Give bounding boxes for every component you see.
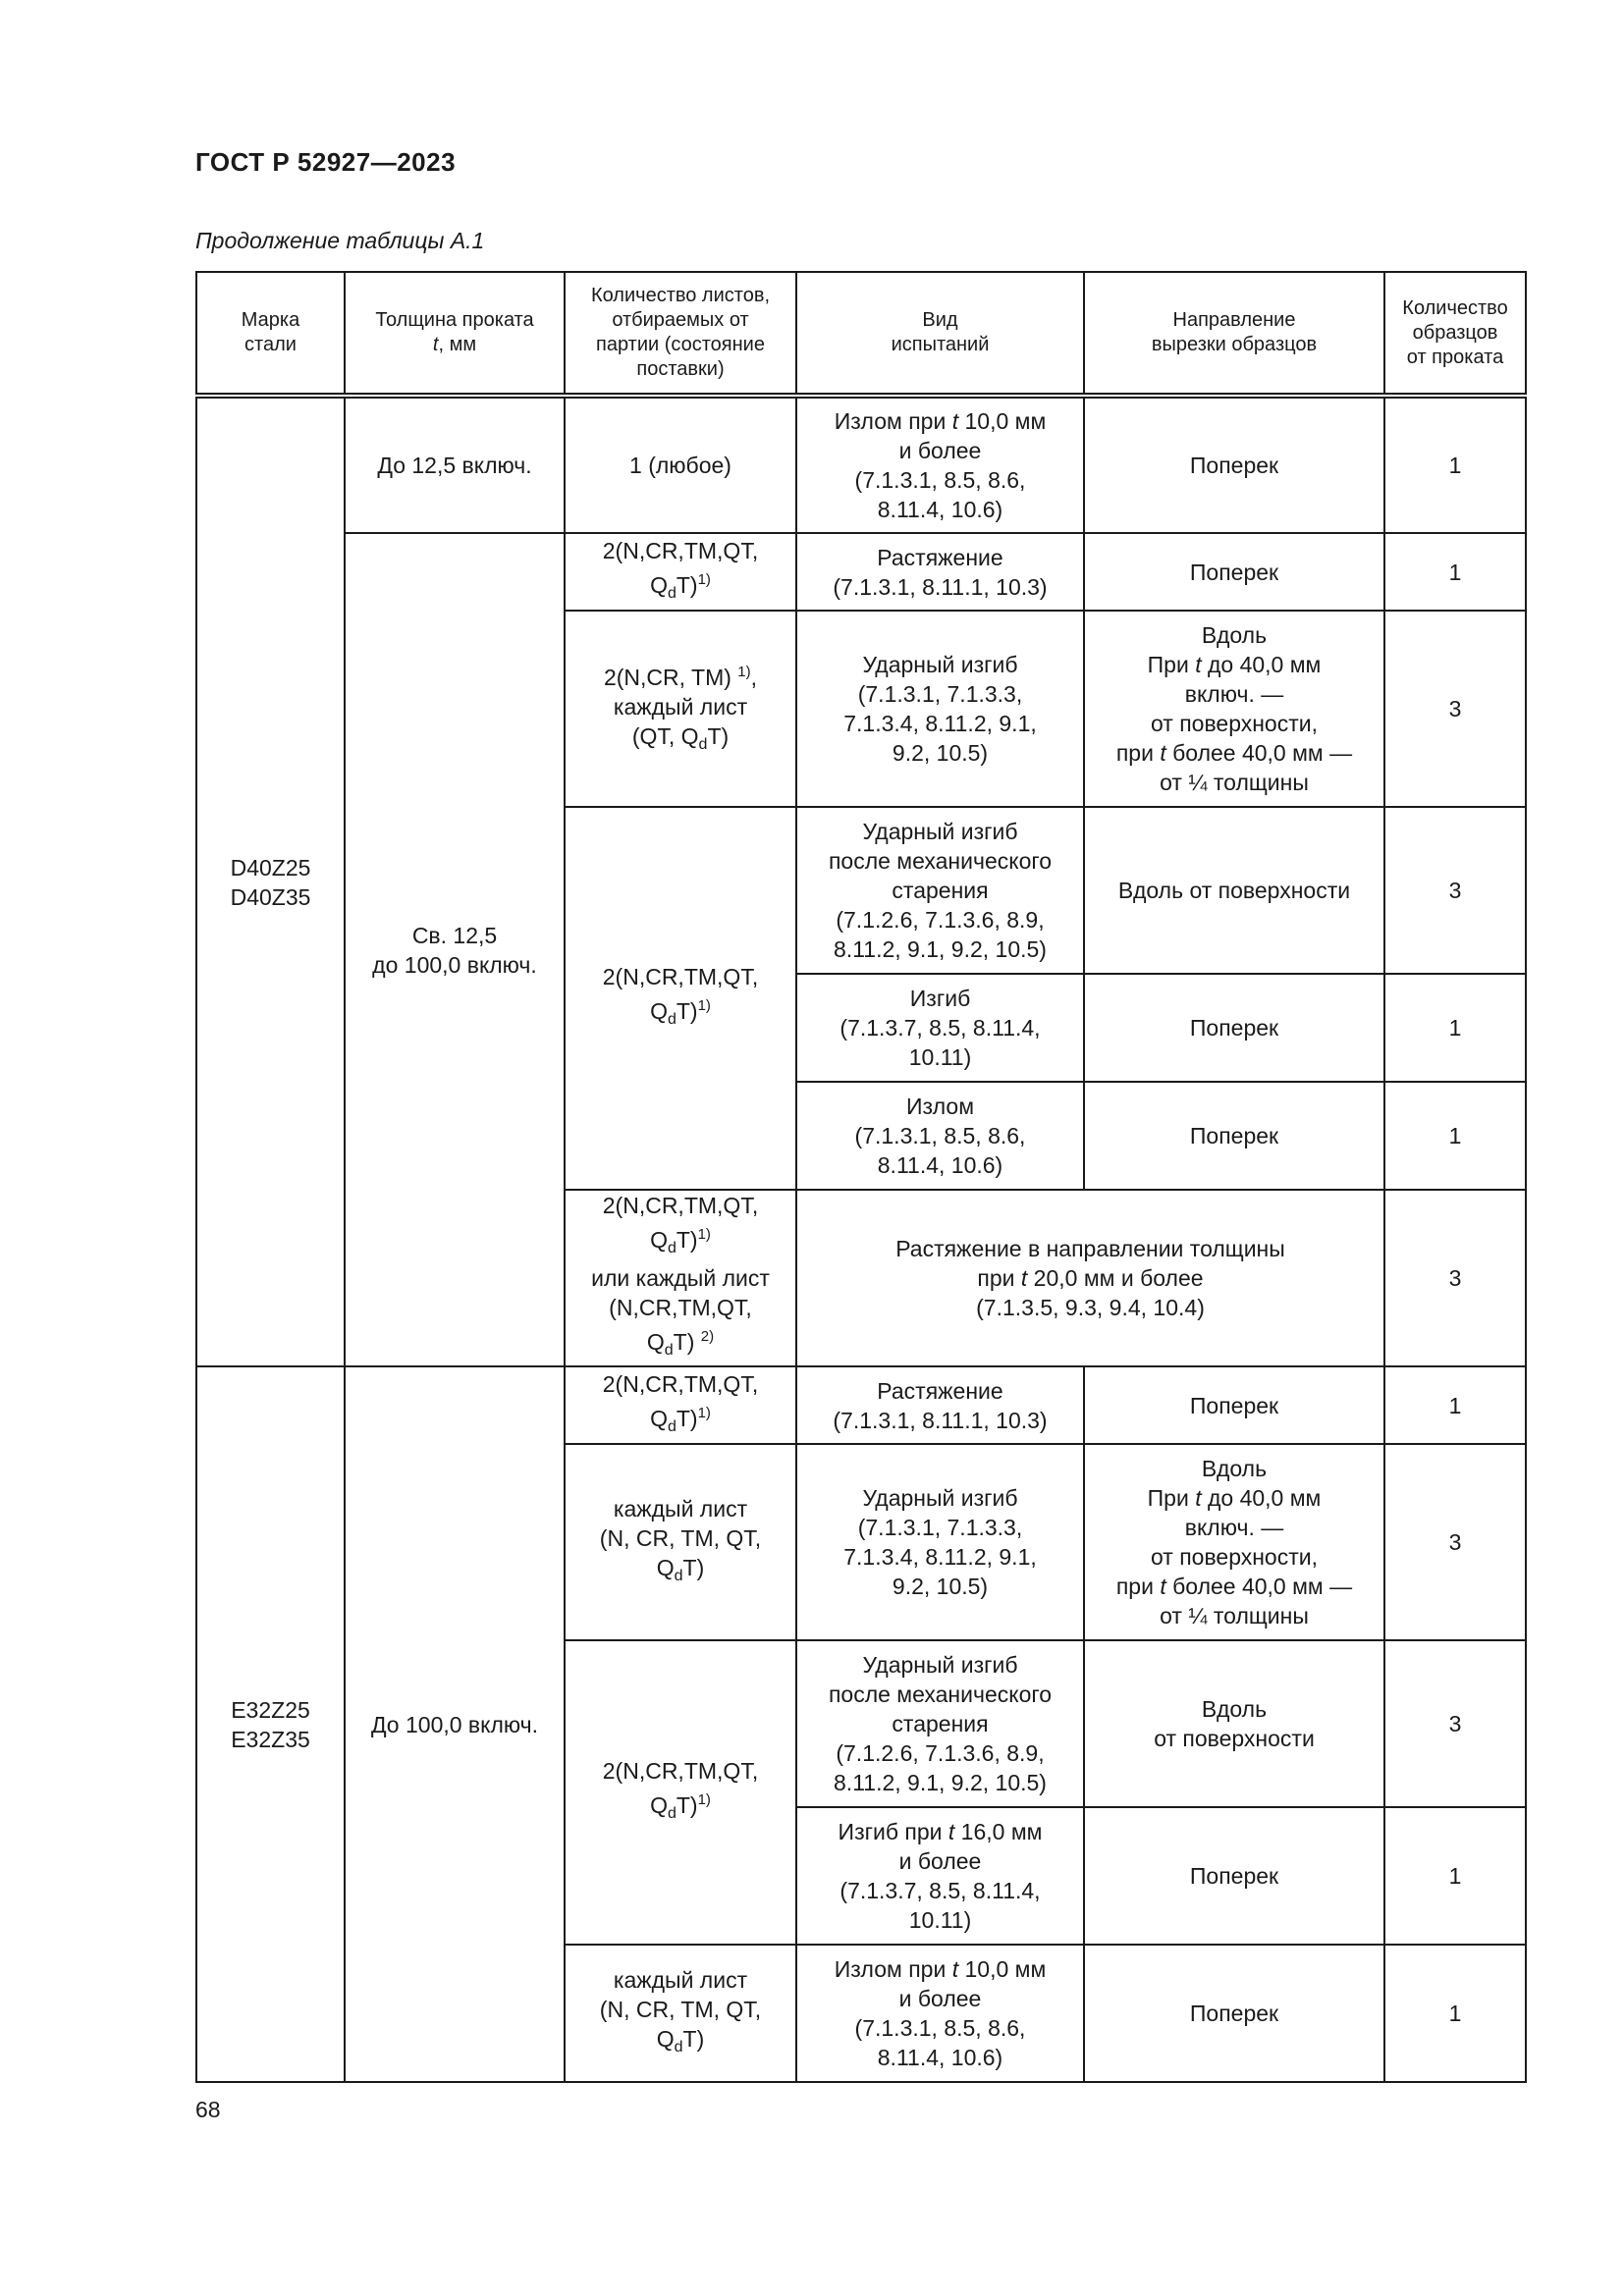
count-cell: 3 bbox=[1384, 611, 1526, 807]
count-cell: 1 bbox=[1384, 974, 1526, 1082]
test-type-cell: Растяжение (7.1.3.1, 8.11.1, 10.3) bbox=[796, 1366, 1084, 1444]
direction-cell: Поперек bbox=[1084, 1807, 1384, 1945]
count-cell: 3 bbox=[1384, 1444, 1526, 1640]
thickness-cell: Св. 12,5 до 100,0 включ. bbox=[345, 533, 565, 1366]
test-type-cell: Излом при t 10,0 мм и более (7.1.3.1, 8.5, 8.6, 8.11.4, 10.6) bbox=[796, 396, 1084, 533]
test-type-cell: Ударный изгиб (7.1.3.1, 7.1.3.3, 7.1.3.4, 8.11.2, 9.1, 9.2, 10.5) bbox=[796, 1444, 1084, 1640]
header-test-type: Вид испытаний bbox=[796, 272, 1084, 396]
test-type-cell: Изгиб при t 16,0 мм и более (7.1.3.7, 8.5, 8.11.4, 10.11) bbox=[796, 1807, 1084, 1945]
steel-grade-cell: E32Z25 E32Z35 bbox=[196, 1366, 345, 2082]
header-steel-grade: Марка стали bbox=[196, 272, 345, 396]
document-title: ГОСТ Р 52927—2023 bbox=[195, 147, 457, 177]
count-cell: 1 bbox=[1384, 396, 1526, 533]
table-row bbox=[196, 396, 1526, 533]
sheet-count-cell: 2(N,CR,TM,QT, $Q_dT)^{1)}$ bbox=[565, 533, 796, 611]
test-type-cell: Растяжение (7.1.3.1, 8.11.1, 10.3) bbox=[796, 533, 1084, 611]
count-cell: 1 bbox=[1384, 1082, 1526, 1190]
test-type-cell: Излом при t 10,0 мм и более (7.1.3.1, 8.5, 8.6, 8.11.4, 10.6) bbox=[796, 1945, 1084, 2082]
test-type-cell: Ударный изгиб после механического старения (7.1.2.6, 7.1.3.6, 8.9, 8.11.2, 9.1, 9.2, 10.5) bbox=[796, 1640, 1084, 1807]
thickness-cell: До 100,0 включ. bbox=[345, 1366, 565, 2082]
sheet-count-cell: 2(N,CR, TM) $^{1)}$, каждый лист (QT, $Q_dT$) bbox=[565, 611, 796, 807]
header-sample-count: Количество образцов от проката bbox=[1384, 272, 1526, 396]
sheet-count-cell: каждый лист (N, CR, TM, QT, $Q_dT$) bbox=[565, 1945, 796, 2082]
count-cell: 3 bbox=[1384, 807, 1526, 974]
steel-grade-cell: D40Z25 D40Z35 bbox=[196, 396, 345, 1366]
sheet-count-cell: 2(N,CR,TM,QT, $Q_dT)^{1)}$ bbox=[565, 1640, 796, 1945]
page-number: 68 bbox=[195, 2097, 221, 2122]
table-caption: Продолжение таблицы А.1 bbox=[195, 228, 485, 253]
test-type-cell: Изгиб (7.1.3.7, 8.5, 8.11.4, 10.11) bbox=[796, 974, 1084, 1082]
header-sheet-count: Количество листов, отбираемых от партии (состояние поставки) bbox=[565, 272, 796, 396]
direction-cell: Поперек bbox=[1084, 396, 1384, 533]
direction-cell: Поперек bbox=[1084, 1366, 1384, 1444]
requirements-table bbox=[195, 271, 1527, 2083]
direction-cell: Поперек bbox=[1084, 533, 1384, 611]
test-type-cell: Ударный изгиб после механического старения (7.1.2.6, 7.1.3.6, 8.9, 8.11.2, 9.1, 9.2, 10.5) bbox=[796, 807, 1084, 974]
sheet-count-cell: 2(N,CR,TM,QT, $Q_dT)^{1)}$ bbox=[565, 807, 796, 1190]
sheet-count-cell: 1 (любое) bbox=[565, 396, 796, 533]
test-type-cell: Ударный изгиб (7.1.3.1, 7.1.3.3, 7.1.3.4, 8.11.2, 9.1, 9.2, 10.5) bbox=[796, 611, 1084, 807]
table-header-row bbox=[196, 272, 1526, 396]
sheet-count-cell: каждый лист (N, CR, TM, QT, $Q_dT$) bbox=[565, 1444, 796, 1640]
test-type-cell: Излом (7.1.3.1, 8.5, 8.6, 8.11.4, 10.6) bbox=[796, 1082, 1084, 1190]
direction-cell: Поперек bbox=[1084, 974, 1384, 1082]
sheet-count-cell: 2(N,CR,TM,QT, $Q_dT)^{1)}$ bbox=[565, 1366, 796, 1444]
table-row bbox=[196, 533, 1526, 611]
direction-cell: Вдоль от поверхности bbox=[1084, 1640, 1384, 1807]
test-type-cell: Растяжение в направлении толщины при t 20,0 мм и более (7.1.3.5, 9.3, 9.4, 10.4) bbox=[796, 1190, 1384, 1366]
thickness-cell: До 12,5 включ. bbox=[345, 396, 565, 533]
count-cell: 1 bbox=[1384, 1807, 1526, 1945]
count-cell: 3 bbox=[1384, 1190, 1526, 1366]
direction-cell: Вдоль При t до 40,0 мм включ. — от поверхности, при t более 40,0 мм — от ¼ толщины bbox=[1084, 611, 1384, 807]
direction-cell: Вдоль При t до 40,0 мм включ. — от поверхности, при t более 40,0 мм — от ¼ толщины bbox=[1084, 1444, 1384, 1640]
sheet-count-cell: 2(N,CR,TM,QT, $Q_dT)^{1)}$ или каждый лист (N,CR,TM,QT, $Q_dT$) $^{2)}$ bbox=[565, 1190, 796, 1366]
direction-cell: Поперек bbox=[1084, 1945, 1384, 2082]
direction-cell: Поперек bbox=[1084, 1082, 1384, 1190]
header-thickness: Толщина проката t, мм bbox=[345, 272, 565, 396]
count-cell: 1 bbox=[1384, 533, 1526, 611]
count-cell: 1 bbox=[1384, 1945, 1526, 2082]
header-cut-direction: Направление вырезки образцов bbox=[1084, 272, 1384, 396]
count-cell: 1 bbox=[1384, 1366, 1526, 1444]
direction-cell: Вдоль от поверхности bbox=[1084, 807, 1384, 974]
count-cell: 3 bbox=[1384, 1640, 1526, 1807]
table-row bbox=[196, 1366, 1526, 1444]
